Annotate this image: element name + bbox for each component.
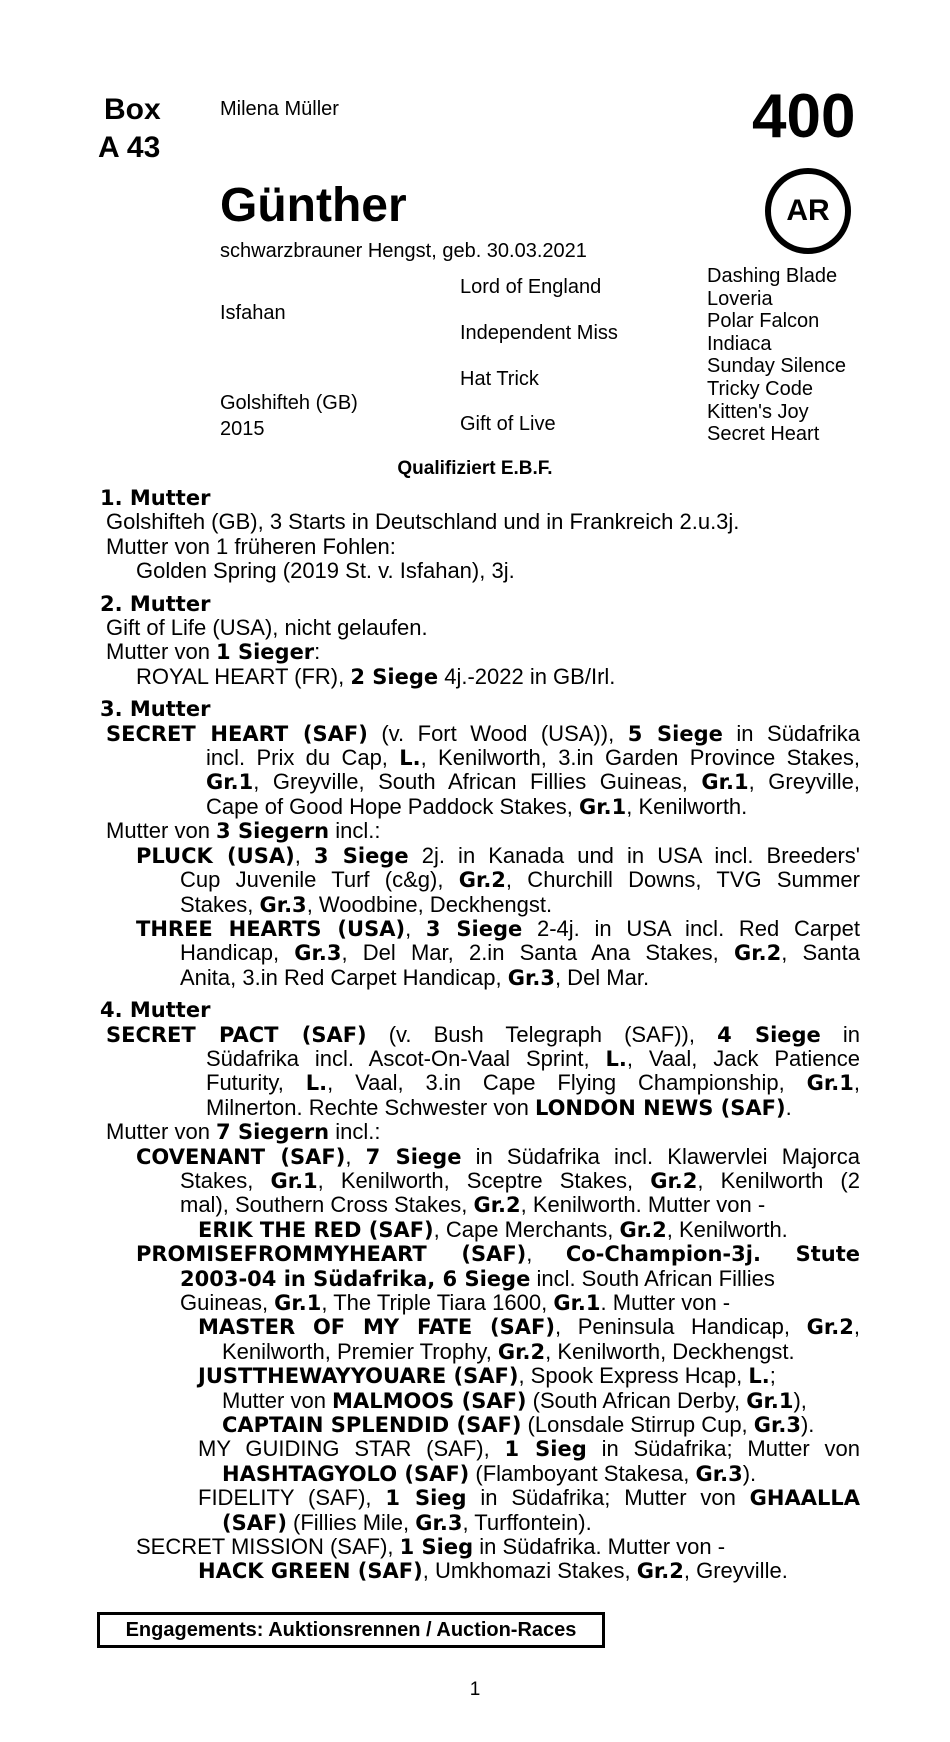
section-line [100, 966, 860, 990]
section-line [100, 1535, 860, 1559]
text: , Kenilworth, 3.in Garden Province Stakes, [420, 745, 860, 771]
section-line [100, 1340, 860, 1364]
bold-text: L. [748, 1364, 770, 1389]
section-line [100, 844, 860, 868]
bold-text: MALMOOS (SAF) [332, 1388, 527, 1413]
bold-text: Gr.2 [497, 1339, 546, 1364]
text: (Lonsdale Stirrup Cup, [521, 1412, 754, 1438]
bold-text: Gr.2 [458, 868, 506, 893]
text: , Kenilworth, Sceptre Stakes, [317, 1167, 651, 1193]
text: , Greyville, [748, 769, 860, 795]
pedigree-gen2-item: Lord of England [460, 276, 602, 298]
section-line [100, 795, 860, 819]
text: Stakes, [180, 891, 260, 917]
bold-text: SECRET PACT (SAF) [106, 1022, 367, 1047]
pedigree-gen3-item: Polar Falcon [707, 310, 820, 333]
page-number: 1 [469, 1679, 481, 1700]
bold-text: Gr.1 [746, 1388, 794, 1413]
pedigree-gen3-item: Loveria [707, 287, 773, 310]
breeder-name: Milena Müller [220, 98, 339, 120]
bold-text: 3 Siege [425, 916, 523, 941]
dam-section [100, 697, 860, 990]
text: , [853, 1070, 860, 1096]
bold-text: Gr.3 [294, 941, 342, 966]
text: , Umkhomazi Stakes, [422, 1558, 637, 1584]
horse-description: schwarzbrauner Hengst, geb. 30.03.2021 [220, 240, 587, 262]
pedigree-gen3-item: Indiaca [707, 332, 772, 355]
dam-section [100, 592, 860, 690]
text: Futurity, [206, 1070, 306, 1096]
section-heading: 2. Mutter [100, 591, 211, 616]
text: , Santa [781, 940, 860, 966]
text: , Cape Merchants, [433, 1216, 620, 1242]
bold-text: LONDON NEWS (SAF) [534, 1095, 786, 1120]
bold-text: 2003-04 in Südafrika, 6 Siege [180, 1266, 531, 1291]
section-line [100, 510, 860, 534]
section-line [100, 559, 860, 583]
bold-text: Gr.2 [734, 941, 782, 966]
bold-text: 2 Siege [350, 664, 439, 689]
section-line [100, 893, 860, 917]
text: Mutter von [106, 818, 217, 844]
bold-text: Gr.2 [473, 1193, 521, 1218]
text: Südafrika incl. Ascot-On-Vaal Sprint, [206, 1045, 606, 1071]
box-label: Box [104, 93, 161, 126]
section-line [100, 1169, 860, 1193]
section-line [100, 1193, 860, 1217]
bold-text: L. [605, 1046, 627, 1071]
engagements-box: Engagements: Auktionsrennen / Auction-Races [97, 1612, 605, 1648]
section-line [100, 1071, 860, 1095]
text: Stakes, [180, 1167, 271, 1193]
bold-text: 1 Sieg [385, 1486, 467, 1511]
section-line [100, 1486, 860, 1510]
text: , Vaal, 3.in Cape Flying Championship, [327, 1070, 807, 1096]
text: : [314, 639, 321, 665]
pedigree-gen2-item: Gift of Live [460, 413, 556, 435]
bold-text: 3 Siegern [216, 819, 330, 844]
section-line [100, 1462, 860, 1486]
text: , Del Mar. [554, 964, 650, 990]
text: MY GUIDING STAR (SAF), [198, 1436, 505, 1462]
section-line [100, 1096, 860, 1120]
bold-text: PLUCK (USA) [136, 843, 295, 868]
pedigree-sire: Isfahan [220, 302, 286, 324]
bold-text: 7 Siegern [216, 1120, 330, 1145]
section-line [100, 819, 860, 843]
text: Mutter von [222, 1387, 333, 1413]
bold-text: Gr.2 [806, 1315, 854, 1340]
text: in Südafrika. Mutter von - [473, 1534, 726, 1560]
text: 4j.-2022 in GB/Irl. [438, 663, 616, 689]
text: Mutter von 1 früheren Fohlen: [106, 533, 396, 559]
text: , [294, 842, 314, 868]
bold-text: Gr.2 [650, 1168, 698, 1193]
pedigree-dam-year: 2015 [220, 418, 265, 440]
section-line [100, 1364, 860, 1388]
bold-text: 7 Siege [365, 1144, 462, 1169]
bold-text: 5 Siege [627, 721, 723, 746]
bold-text: CAPTAIN SPLENDID (SAF) [222, 1413, 522, 1438]
section-heading: 4. Mutter [100, 998, 211, 1023]
text: Guineas, [180, 1290, 275, 1315]
pedigree-gen2-item: Independent Miss [460, 322, 618, 344]
pedigree-gen2-item: Hat Trick [460, 368, 539, 390]
text: in Südafrika; Mutter von [466, 1485, 750, 1511]
section-line [100, 917, 860, 941]
text: mal), Southern Cross Stakes, [180, 1192, 474, 1218]
bold-text: Gr.1 [579, 794, 627, 819]
text: incl. South African Fillies [530, 1265, 775, 1291]
bold-text: Gr.2 [636, 1559, 684, 1584]
text: incl.: [329, 818, 381, 844]
text: , Greyville. [683, 1558, 788, 1584]
text: , Vaal, Jack Patience [626, 1045, 861, 1071]
text: (v. Fort Wood (USA)), [367, 720, 628, 746]
text: , Spook Express Hcap, [518, 1363, 749, 1389]
section-heading: 1. Mutter [100, 486, 211, 510]
section-line [100, 868, 860, 892]
bold-text: HASHTAGYOLO (SAF) [222, 1461, 470, 1486]
bold-text: 4 Siege [717, 1022, 821, 1047]
pedigree-dam: Golshifteh (GB) [220, 392, 358, 414]
bold-text: MASTER OF MY FATE (SAF) [198, 1315, 555, 1340]
text: , [853, 1314, 860, 1340]
section-line [100, 665, 860, 689]
bold-text: GHAALLA [749, 1486, 860, 1511]
section-line [100, 770, 860, 794]
section-line [100, 1389, 860, 1413]
text: , Turffontein). [462, 1509, 592, 1535]
bold-text: L. [305, 1071, 328, 1096]
bold-text: Co-Champion-3j. Stute [565, 1242, 860, 1267]
text: Milnerton. Rechte Schwester von [206, 1094, 535, 1120]
bold-text: Gr.3 [507, 965, 555, 990]
bold-text: Gr.3 [259, 892, 307, 917]
section-line [100, 1413, 860, 1437]
text: 2-4j. in USA incl. Red Carpet [522, 915, 860, 941]
bold-text: 3 Siege [313, 843, 409, 868]
text: Cape of Good Hope Paddock Stakes, [206, 793, 580, 819]
horse-name: Günther [220, 179, 407, 232]
text: FIDELITY (SAF), [198, 1485, 386, 1511]
text: in Südafrika incl. Klawervlei Majorca [461, 1143, 860, 1169]
box-number: A 43 [98, 131, 161, 164]
bold-text: Gr.2 [619, 1217, 667, 1242]
section-line [100, 1559, 860, 1583]
bold-text: ERIK THE RED (SAF) [198, 1217, 434, 1242]
section-line [100, 1315, 860, 1339]
text: , [345, 1143, 366, 1169]
text: , Greyville, South African Fillies Guineas, [253, 769, 702, 795]
section-line [100, 1267, 860, 1291]
bold-text: PROMISEFROMMYHEART (SAF) [136, 1242, 527, 1267]
text: (Fillies Mile, [286, 1509, 416, 1535]
text: (v. Bush Telegraph (SAF)), [366, 1021, 718, 1047]
section-line [100, 722, 860, 746]
text: Mutter von [106, 1119, 217, 1145]
pedigree-gen3-item: Secret Heart [707, 423, 820, 446]
text: ). [742, 1460, 757, 1486]
bold-text: 1 Sieg [399, 1535, 474, 1560]
section-line [100, 616, 860, 640]
section-line [100, 1437, 860, 1461]
section-line [100, 746, 860, 770]
text: SECRET MISSION (SAF), [136, 1534, 400, 1560]
dam-line-content [100, 486, 860, 1592]
section-line [100, 1047, 860, 1071]
text: , Woodbine, Deckhengst. [306, 891, 553, 917]
text: . [785, 1094, 792, 1120]
text: Kenilworth, Premier Trophy, [222, 1338, 498, 1364]
bold-text: 1 Sieger [216, 640, 315, 665]
bold-text: Gr.1 [270, 1168, 318, 1193]
bold-text: Gr.1 [206, 770, 254, 795]
text: , Kenilworth (2 [697, 1167, 860, 1193]
text: , Kenilworth, Deckhengst. [545, 1338, 795, 1364]
bold-text: (SAF) [222, 1510, 287, 1535]
text: in Südafrika; Mutter von [586, 1436, 860, 1462]
text: incl. Prix du Cap, [206, 745, 400, 771]
text: ; [769, 1363, 776, 1389]
section-line [100, 640, 860, 664]
text: Gift of Life (USA), nicht gelaufen. [106, 615, 428, 641]
text: Golshifteh (GB), 3 Starts in Deutschland und in Frankreich 2.u.3j. [106, 509, 740, 535]
section-line [100, 1145, 860, 1169]
text: , Del Mar, 2.in Santa Ana Stakes, [341, 940, 734, 966]
bold-text: THREE HEARTS (USA) [136, 916, 406, 941]
lot-number: 400 [752, 82, 856, 151]
text: , Kenilworth. Mutter von - [520, 1192, 766, 1218]
text: , The Triple Tiara 1600, [321, 1290, 554, 1315]
bold-text: Gr.3 [695, 1461, 743, 1486]
text: in [820, 1021, 860, 1047]
pedigree-gen3-item: Sunday Silence [707, 355, 846, 378]
text: , Churchill Downs, TVG Summer [505, 867, 860, 893]
pedigree-gen3-item: Dashing Blade [707, 265, 838, 287]
text: , Kenilworth. [666, 1216, 788, 1242]
text: incl.: [329, 1119, 381, 1145]
text: , Kenilworth. [626, 793, 748, 819]
text: Mutter von [106, 639, 217, 665]
bold-text: Gr.1 [553, 1291, 601, 1315]
text: (South African Derby, [526, 1387, 747, 1413]
text: . Mutter von - [600, 1290, 731, 1315]
section-line [100, 535, 860, 559]
section-line [100, 1218, 860, 1242]
text: , [405, 915, 426, 941]
text: ). [800, 1412, 815, 1438]
pedigree-gen3-list [707, 265, 846, 446]
bold-text: 1 Sieg [504, 1437, 587, 1462]
section-line [100, 1242, 860, 1266]
dam-section [100, 998, 860, 1584]
text: Cup Juvenile Turf (c&g), [180, 867, 459, 893]
text: , [526, 1241, 566, 1267]
text: 2j. in Kanada und in USA incl. Breeders' [408, 842, 860, 868]
bold-text: COVENANT (SAF) [136, 1144, 346, 1169]
text: (Flamboyant Stakesa, [469, 1460, 696, 1486]
bold-text: L. [399, 746, 421, 771]
text: , Peninsula Handicap, [554, 1314, 807, 1340]
section-line [100, 1511, 860, 1535]
pedigree-gen3-item: Kitten's Joy [707, 400, 809, 423]
section-heading: 3. Mutter [100, 697, 211, 722]
section-line [100, 1291, 860, 1315]
text: ), [793, 1387, 807, 1413]
text: ROYAL HEART (FR), [136, 663, 351, 689]
section-line [100, 1023, 860, 1047]
bold-text: Gr.3 [415, 1510, 463, 1535]
section-line [100, 1120, 860, 1144]
bold-text: Gr.1 [274, 1291, 322, 1315]
bold-text: Gr.1 [806, 1071, 854, 1096]
text: Anita, 3.in Red Carpet Handicap, [180, 964, 508, 990]
qualification-note: Qualifiziert E.B.F. [397, 458, 553, 479]
bold-text: HACK GREEN (SAF) [198, 1559, 423, 1584]
section-line [100, 941, 860, 965]
bold-text: JUSTTHEWAYYOUARE (SAF) [198, 1364, 519, 1389]
text: in Südafrika [722, 720, 860, 746]
bold-text: Gr.3 [753, 1413, 801, 1438]
pedigree-gen3-item: Tricky Code [707, 377, 813, 400]
bold-text: SECRET HEART (SAF) [106, 721, 368, 746]
bold-text: Gr.1 [701, 770, 749, 795]
text: Handicap, [180, 940, 295, 966]
ar-badge: AR [765, 168, 851, 254]
text: Golden Spring (2019 St. v. Isfahan), 3j. [136, 558, 515, 584]
dam-section [100, 486, 860, 584]
